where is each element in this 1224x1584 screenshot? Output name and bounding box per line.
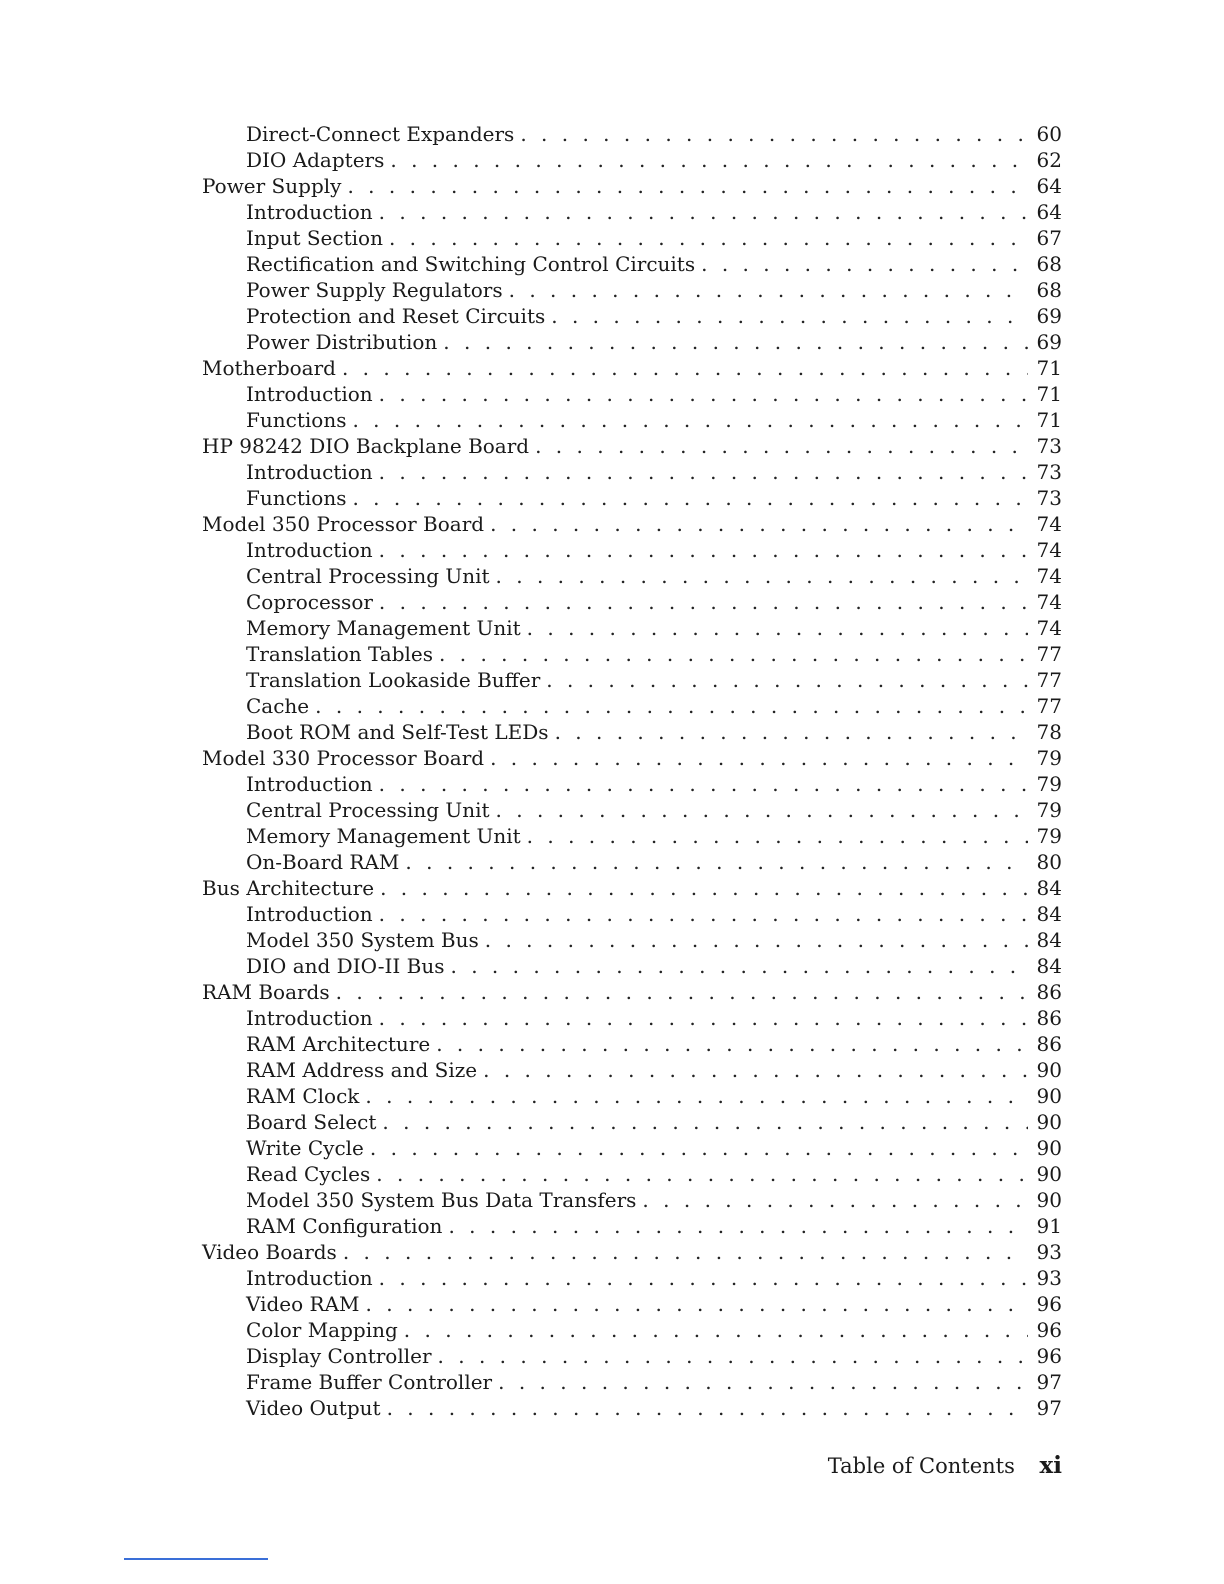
toc-entry-title: Introduction <box>246 538 373 562</box>
dot-leader <box>404 1317 1028 1343</box>
toc-entry-page: 97 <box>1036 1396 1062 1420</box>
toc-entry-page: 90 <box>1036 1058 1062 1082</box>
toc-entry-page: 74 <box>1036 616 1062 640</box>
toc-entry-page: 74 <box>1036 538 1062 562</box>
toc-entry-page: 71 <box>1036 408 1062 432</box>
toc-entry-title: Introduction <box>246 902 373 926</box>
toc-entry-page: 77 <box>1036 668 1062 692</box>
dot-leader <box>496 563 1028 589</box>
toc-entry-page: 64 <box>1036 174 1062 198</box>
toc-entry-title: HP 98242 DIO Backplane Board <box>202 434 530 458</box>
dot-leader <box>379 1005 1028 1031</box>
dot-leader <box>485 927 1028 953</box>
toc-entry-title: Video Boards <box>202 1240 337 1264</box>
toc-entry-page: 62 <box>1036 148 1062 172</box>
toc-entry[interactable] <box>202 953 1062 979</box>
toc-entry-title: Direct-Connect Expanders <box>246 122 515 146</box>
dot-leader <box>483 1057 1028 1083</box>
toc-entry[interactable] <box>202 1317 1062 1343</box>
dot-leader <box>347 173 1028 199</box>
toc-entry[interactable] <box>202 979 1062 1005</box>
table-of-contents <box>202 121 1062 1421</box>
toc-entry[interactable] <box>202 511 1062 537</box>
dot-leader <box>520 121 1028 147</box>
toc-entry-title: Color Mapping <box>246 1318 398 1342</box>
toc-entry-title: Cache <box>246 694 310 718</box>
toc-entry-title: Memory Management Unit <box>246 616 521 640</box>
toc-entry[interactable] <box>202 355 1062 381</box>
toc-entry-title: Central Processing Unit <box>246 798 490 822</box>
toc-entry-page: 77 <box>1036 694 1062 718</box>
toc-entry[interactable] <box>202 1161 1062 1187</box>
dot-leader <box>490 745 1028 771</box>
dot-leader <box>336 979 1028 1005</box>
toc-entry[interactable] <box>202 303 1062 329</box>
toc-entry[interactable] <box>202 1057 1062 1083</box>
toc-entry[interactable] <box>202 1369 1062 1395</box>
toc-entry-page: 67 <box>1036 226 1062 250</box>
toc-entry-title: Power Supply Regulators <box>246 278 503 302</box>
toc-entry-page: 91 <box>1036 1214 1062 1238</box>
toc-entry-page: 84 <box>1036 928 1062 952</box>
toc-entry[interactable] <box>202 901 1062 927</box>
toc-entry[interactable] <box>202 693 1062 719</box>
toc-entry-title: Functions <box>246 486 347 510</box>
toc-entry[interactable] <box>202 1395 1062 1421</box>
toc-entry-title: DIO and DIO-II Bus <box>246 954 445 978</box>
toc-entry[interactable] <box>202 381 1062 407</box>
toc-entry-title: DIO Adapters <box>246 148 385 172</box>
toc-entry-page: 90 <box>1036 1110 1062 1134</box>
toc-entry-page: 71 <box>1036 356 1062 380</box>
toc-entry-title: Write Cycle <box>246 1136 364 1160</box>
dot-leader <box>436 1031 1028 1057</box>
toc-entry[interactable] <box>202 277 1062 303</box>
toc-entry-title: Model 350 System Bus Data Transfers <box>246 1188 637 1212</box>
dot-leader <box>352 485 1028 511</box>
toc-entry-title: Boot ROM and Self-Test LEDs <box>246 720 549 744</box>
dot-leader <box>315 693 1028 719</box>
toc-entry-page: 84 <box>1036 954 1062 978</box>
toc-entry[interactable] <box>202 641 1062 667</box>
toc-entry[interactable] <box>202 1343 1062 1369</box>
toc-entry-page: 93 <box>1036 1266 1062 1290</box>
dot-leader <box>498 1369 1028 1395</box>
toc-entry[interactable] <box>202 875 1062 901</box>
toc-entry-page: 96 <box>1036 1344 1062 1368</box>
dot-leader <box>379 901 1028 927</box>
toc-entry[interactable] <box>202 173 1062 199</box>
dot-leader <box>439 641 1028 667</box>
toc-entry-title: Model 330 Processor Board <box>202 746 485 770</box>
toc-entry-page: 96 <box>1036 1292 1062 1316</box>
toc-entry-title: Translation Lookaside Buffer <box>246 668 541 692</box>
toc-entry-page: 73 <box>1036 434 1062 458</box>
dot-leader <box>448 1213 1028 1239</box>
toc-entry-title: Central Processing Unit <box>246 564 490 588</box>
toc-entry-page: 68 <box>1036 278 1062 302</box>
toc-entry-page: 74 <box>1036 590 1062 614</box>
toc-entry-page: 64 <box>1036 200 1062 224</box>
toc-entry-title: Video Output <box>246 1396 381 1420</box>
toc-entry[interactable] <box>202 459 1062 485</box>
toc-entry-page: 69 <box>1036 330 1062 354</box>
toc-entry[interactable] <box>202 1135 1062 1161</box>
dot-leader <box>389 225 1028 251</box>
dot-leader <box>379 589 1028 615</box>
toc-entry-title: Introduction <box>246 460 373 484</box>
toc-entry-title: Motherboard <box>202 356 336 380</box>
dot-leader <box>509 277 1028 303</box>
toc-entry-page: 79 <box>1036 824 1062 848</box>
toc-entry[interactable] <box>202 1239 1062 1265</box>
dot-leader <box>405 849 1028 875</box>
dot-leader <box>365 1083 1028 1109</box>
dot-leader <box>376 1161 1028 1187</box>
dot-leader <box>379 1265 1028 1291</box>
toc-entry-page: 93 <box>1036 1240 1062 1264</box>
toc-entry[interactable] <box>202 225 1062 251</box>
toc-entry[interactable] <box>202 433 1062 459</box>
dot-leader <box>379 771 1028 797</box>
toc-entry-title: Functions <box>246 408 347 432</box>
dot-leader <box>366 1291 1028 1317</box>
toc-entry-page: 96 <box>1036 1318 1062 1342</box>
toc-entry-title: Input Section <box>246 226 383 250</box>
toc-entry-page: 69 <box>1036 304 1062 328</box>
toc-entry-page: 73 <box>1036 486 1062 510</box>
toc-entry[interactable] <box>202 1187 1062 1213</box>
toc-entry-page: 90 <box>1036 1188 1062 1212</box>
toc-entry-title: Model 350 System Bus <box>246 928 479 952</box>
toc-entry[interactable] <box>202 407 1062 433</box>
toc-entry[interactable] <box>202 849 1062 875</box>
toc-entry[interactable] <box>202 563 1062 589</box>
toc-entry[interactable] <box>202 927 1062 953</box>
toc-entry-page: 86 <box>1036 980 1062 1004</box>
dot-leader <box>379 537 1028 563</box>
toc-entry-title: Rectification and Switching Control Circuits <box>246 252 696 276</box>
toc-entry-title: Introduction <box>246 772 373 796</box>
toc-entry-title: Introduction <box>246 382 373 406</box>
toc-entry[interactable] <box>202 1265 1062 1291</box>
toc-entry-title: Frame Buffer Controller <box>246 1370 493 1394</box>
toc-entry-page: 90 <box>1036 1162 1062 1186</box>
toc-entry-page: 71 <box>1036 382 1062 406</box>
toc-entry-title: Bus Architecture <box>202 876 375 900</box>
toc-entry-title: Protection and Reset Circuits <box>246 304 546 328</box>
corner-rule <box>124 1558 268 1560</box>
dot-leader <box>380 875 1028 901</box>
toc-entry-page: 77 <box>1036 642 1062 666</box>
toc-entry-page: 97 <box>1036 1370 1062 1394</box>
dot-leader <box>555 719 1028 745</box>
toc-entry-title: Board Select <box>246 1110 377 1134</box>
toc-entry[interactable] <box>202 797 1062 823</box>
toc-entry-page: 90 <box>1036 1084 1062 1108</box>
toc-entry-title: Power Distribution <box>246 330 438 354</box>
toc-entry[interactable] <box>202 589 1062 615</box>
toc-entry-page: 79 <box>1036 772 1062 796</box>
page-footer <box>828 1452 1062 1480</box>
toc-entry-title: Model 350 Processor Board <box>202 512 485 536</box>
toc-entry-title: Memory Management Unit <box>246 824 521 848</box>
dot-leader <box>342 355 1028 381</box>
toc-entry-title: RAM Address and Size <box>246 1058 478 1082</box>
toc-entry-page: 60 <box>1036 122 1062 146</box>
toc-entry-page: 74 <box>1036 512 1062 536</box>
toc-entry-page: 68 <box>1036 252 1062 276</box>
dot-leader <box>535 433 1028 459</box>
toc-entry-title: Power Supply <box>202 174 342 198</box>
toc-entry[interactable] <box>202 485 1062 511</box>
dot-leader <box>642 1187 1028 1213</box>
dot-leader <box>527 823 1028 849</box>
dot-leader <box>496 797 1028 823</box>
toc-entry[interactable] <box>202 251 1062 277</box>
toc-entry-page: 86 <box>1036 1006 1062 1030</box>
dot-leader <box>382 1109 1028 1135</box>
dot-leader <box>443 329 1028 355</box>
toc-entry[interactable] <box>202 329 1062 355</box>
dot-leader <box>379 459 1028 485</box>
toc-entry-title: Introduction <box>246 200 373 224</box>
toc-entry-page: 74 <box>1036 564 1062 588</box>
toc-entry-page: 79 <box>1036 798 1062 822</box>
toc-entry-title: Display Controller <box>246 1344 432 1368</box>
toc-entry-page: 86 <box>1036 1032 1062 1056</box>
toc-entry-page: 90 <box>1036 1136 1062 1160</box>
dot-leader <box>390 147 1028 173</box>
toc-entry-title: RAM Architecture <box>246 1032 431 1056</box>
toc-entry-page: 84 <box>1036 876 1062 900</box>
toc-entry[interactable] <box>202 1213 1062 1239</box>
toc-entry-page: 73 <box>1036 460 1062 484</box>
toc-entry[interactable] <box>202 199 1062 225</box>
toc-entry[interactable] <box>202 667 1062 693</box>
toc-entry-page: 80 <box>1036 850 1062 874</box>
dot-leader <box>379 199 1028 225</box>
toc-entry-title: Translation Tables <box>246 642 434 666</box>
toc-entry-title: On-Board RAM <box>246 850 400 874</box>
footer-page-number: xi <box>1039 1452 1062 1479</box>
dot-leader <box>370 1135 1028 1161</box>
toc-entry[interactable] <box>202 147 1062 173</box>
toc-entry[interactable] <box>202 121 1062 147</box>
toc-entry[interactable] <box>202 1083 1062 1109</box>
toc-entry-title: Read Cycles <box>246 1162 371 1186</box>
toc-entry[interactable] <box>202 615 1062 641</box>
toc-entry-title: Video RAM <box>246 1292 360 1316</box>
toc-entry[interactable] <box>202 537 1062 563</box>
footer-section-title: Table of Contents <box>827 1454 1015 1478</box>
dot-leader <box>546 667 1028 693</box>
toc-entry-title: RAM Configuration <box>246 1214 443 1238</box>
toc-entry[interactable] <box>202 719 1062 745</box>
toc-entry-title: Introduction <box>246 1266 373 1290</box>
toc-entry-title: RAM Boards <box>202 980 330 1004</box>
toc-entry[interactable] <box>202 745 1062 771</box>
dot-leader <box>387 1395 1028 1421</box>
toc-entry[interactable] <box>202 1031 1062 1057</box>
toc-entry[interactable] <box>202 823 1062 849</box>
toc-entry[interactable] <box>202 771 1062 797</box>
toc-entry-page: 84 <box>1036 902 1062 926</box>
dot-leader <box>450 953 1028 979</box>
toc-entry-title: Introduction <box>246 1006 373 1030</box>
dot-leader <box>551 303 1028 329</box>
toc-entry-page: 79 <box>1036 746 1062 770</box>
dot-leader <box>527 615 1028 641</box>
toc-entry-page: 78 <box>1036 720 1062 744</box>
toc-entry[interactable] <box>202 1005 1062 1031</box>
toc-entry-title: RAM Clock <box>246 1084 360 1108</box>
toc-entry-title: Coprocessor <box>246 590 373 614</box>
dot-leader <box>343 1239 1028 1265</box>
toc-entry[interactable] <box>202 1109 1062 1135</box>
dot-leader <box>701 251 1028 277</box>
dot-leader <box>352 407 1028 433</box>
toc-entry[interactable] <box>202 1291 1062 1317</box>
dot-leader <box>438 1343 1028 1369</box>
dot-leader <box>490 511 1028 537</box>
dot-leader <box>379 381 1028 407</box>
